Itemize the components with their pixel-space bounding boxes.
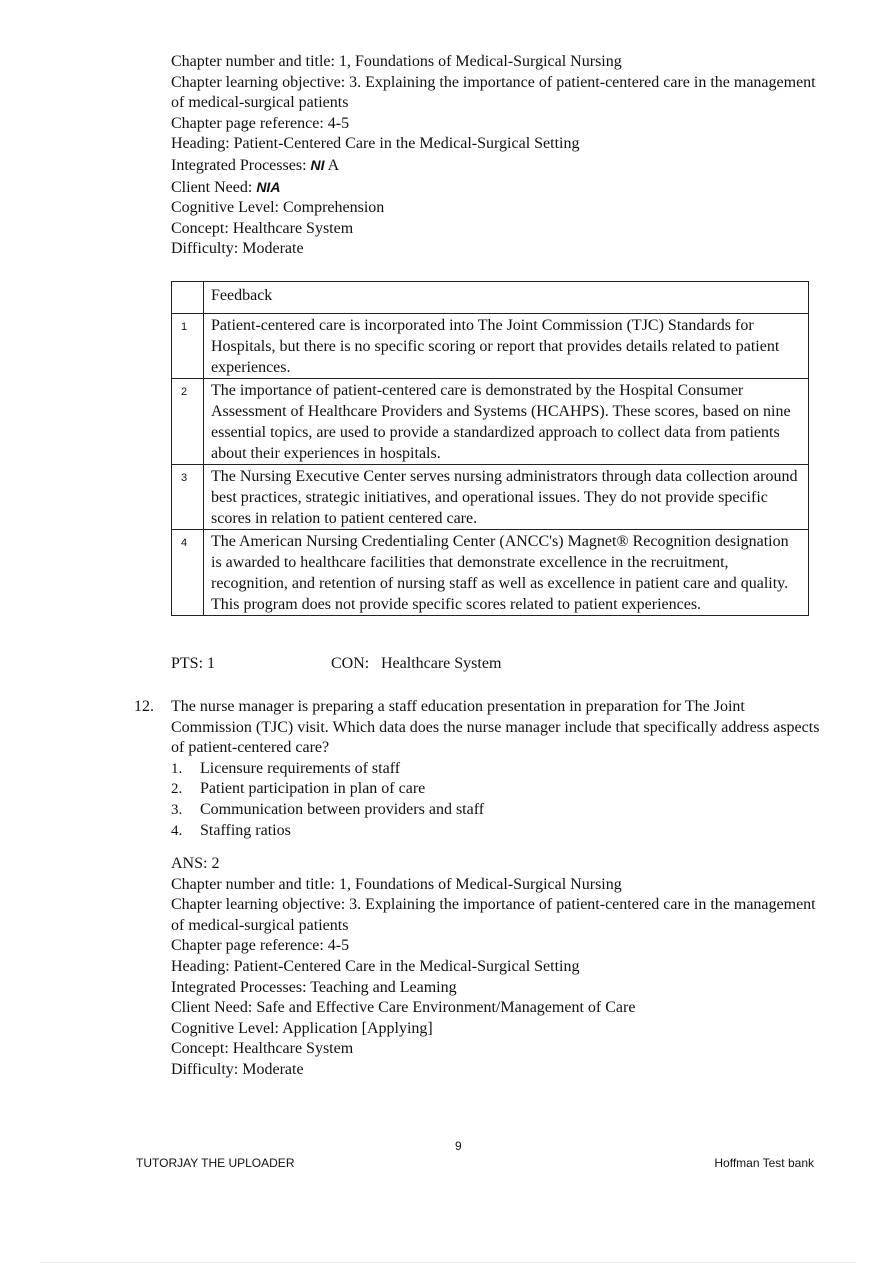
concept: Concept: Healthcare System (171, 1040, 354, 1058)
feedback-header-row (172, 282, 809, 314)
feedback-row-text: The American Nursing Credentialing Center (ANCC's) Magnet® Recognition designation is awarded to healthcare facilities that demonstrate excellence in the recruitment, recognition, and retention of nursing staff as well as excellence in patient care and quality. This program does not provide specific scores related to patient experiences. (204, 530, 809, 616)
heading: Heading: Patient-Centered Care in the Medical-Surgical Setting (171, 957, 580, 975)
client-need: Client Need: NIA (171, 178, 281, 196)
feedback-row (172, 530, 809, 616)
footer-right: Hoffman Test bank (714, 1156, 814, 1170)
page-number: 9 (455, 1139, 462, 1153)
feedback-row-number: 1 (172, 314, 204, 379)
chapter-title: Chapter number and title: 1, Foundations of Medical-Surgical Nursing (171, 53, 622, 70)
cognitive-level: Cognitive Level: Comprehension (171, 199, 385, 217)
cognitive-level: Cognitive Level: Application [Applying] (171, 1019, 433, 1037)
difficulty: Difficulty: Moderate (171, 240, 304, 258)
question-12 (134, 697, 824, 841)
option-item (171, 779, 824, 800)
integrated-processes: Integrated Processes: Teaching and Leaming (171, 978, 457, 996)
client-need: Client Need: Safe and Effective Care Environment/Management of Care (171, 999, 636, 1017)
concept: Concept: Healthcare System (171, 219, 354, 237)
option-item (171, 821, 824, 842)
points-line (171, 655, 501, 673)
feedback-row (172, 465, 809, 530)
option-item (171, 800, 824, 821)
learning-objective: Chapter learning objective: 3. Explaining the importance of patient-centered care in the management of medical-surgical patients (171, 73, 816, 112)
con-value: Healthcare System (381, 655, 502, 672)
option-text: Patient participation in plan of care (200, 780, 426, 798)
integrated-processes: Integrated Processes: NI A (171, 156, 340, 174)
page-bottom-divider (40, 1262, 856, 1263)
option-number: 4. (171, 822, 183, 839)
pts-value: 1 (207, 655, 215, 672)
page-reference: Chapter page reference: 4-5 (171, 937, 350, 955)
answer-options (134, 759, 824, 841)
feedback-row-text: Patient-centered care is incorporated into The Joint Commission (TJC) Standards for Hospitals, but there is no specific scoring or report that provides details related to patient experiences. (204, 314, 809, 379)
feedback-row-number: 3 (172, 465, 204, 530)
feedback-row (172, 314, 809, 379)
con-label: CON: (331, 655, 370, 672)
header-num-cell (172, 282, 204, 314)
option-text: Licensure requirements of staff (200, 759, 401, 777)
feedback-row-text: The Nursing Executive Center serves nursing administrators through data collection around best practices, strategic initiatives, and operational issues. They do not provide specific scores in relation to patient centered care. (204, 465, 809, 530)
option-text: Communication between providers and staff (200, 800, 485, 818)
option-number: 3. (171, 801, 183, 818)
answer-key: ANS: 2 (171, 855, 220, 872)
feedback-row (172, 379, 809, 465)
question-stem: The nurse manager is preparing a staff education presentation in preparation for The Joint Commission (TJC) visit. Which data does the nurse manager include that specifically address aspects of patient-centered care? (171, 698, 820, 757)
question-11-metadata (171, 52, 821, 260)
heading: Heading: Patient-Centered Care in the Medical-Surgical Setting (171, 135, 580, 153)
feedback-table (171, 281, 809, 616)
difficulty: Difficulty: Moderate (171, 1060, 304, 1078)
page-reference: Chapter page reference: 4-5 (171, 114, 350, 132)
option-number: 1. (171, 760, 183, 777)
option-item (171, 759, 824, 780)
option-text: Staffing ratios (200, 821, 291, 839)
learning-objective: Chapter learning objective: 3. Explaining the importance of patient-centered care in the management of medical-surgical patients (171, 896, 816, 934)
chapter-title: Chapter number and title: 1, Foundations of Medical-Surgical Nursing (171, 875, 622, 893)
footer-left: TUTORJAY THE UPLOADER (136, 1156, 295, 1170)
pts-label: PTS: (171, 655, 204, 672)
feedback-row-text: The importance of patient-centered care is demonstrated by the Hospital Consumer Assessment of Healthcare Providers and Systems (HCAHPS). These scores, based on nine essential topics, are used to provide a standardized approach to collect data from patients about their experiences in hospitals. (204, 379, 809, 465)
question-number: 12. (134, 698, 154, 715)
feedback-row-number: 2 (172, 379, 204, 465)
question-12-answer-block (171, 854, 821, 1081)
feedback-header: Feedback (204, 282, 809, 314)
feedback-row-number: 4 (172, 530, 204, 616)
option-number: 2. (171, 781, 183, 798)
